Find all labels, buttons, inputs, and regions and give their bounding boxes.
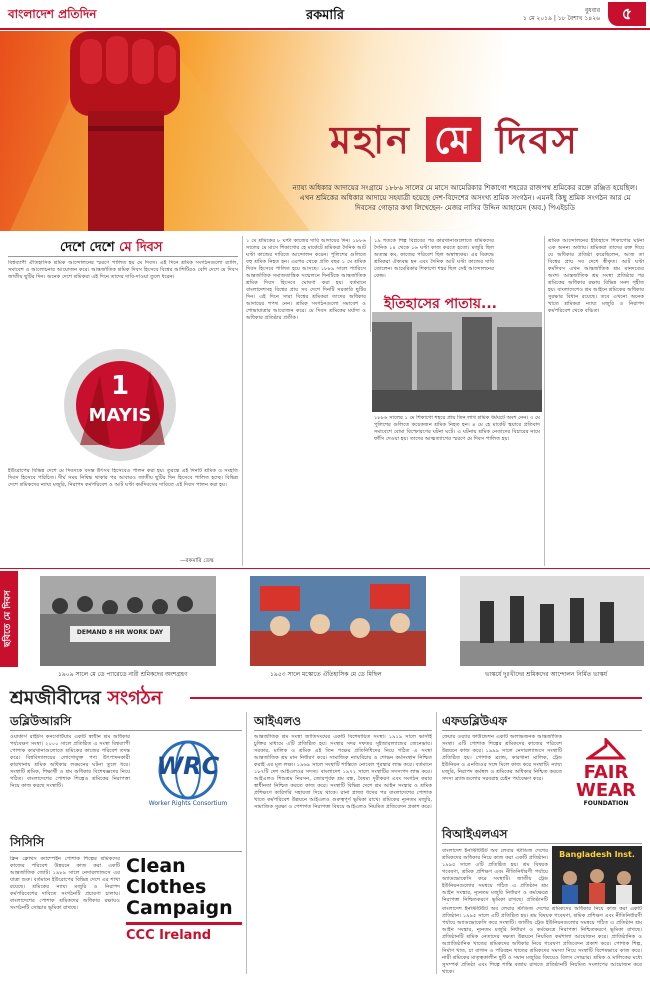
ccc-logo bbox=[126, 856, 242, 956]
divider bbox=[10, 730, 242, 731]
bils-heading: বিআইএলএস bbox=[442, 827, 508, 841]
ccc-logo-line-3: Campaign bbox=[126, 897, 233, 919]
col1-text: বিশ্বব্যাপী ঐতিহাসিক শ্রমিক আন্দোলনের স্মরণে পালিত হয় মে দিবস। এই দিনে শ্রমিক সংগঠনগুলো র‌্যালি, সমাবেশ ও আলোচনার আয়োজন করে। আন্তর্জাতিক শ্রমিক দিবস হিসেবে বিশ্বের আশিটিরও বেশি দেশে মে দিবস জাতীয় ছুটির দিন। অনেক দেশে শ্রমিকরা এই দিনে তাদের দাবি-দাওয়া তুলে ধরেন। bbox=[8, 260, 238, 280]
strip-caption-1: ১৯০৯ সালে মে ডে প্যারেডে নারী শ্রমিকদের অংশগ্রহণ bbox=[58, 671, 188, 678]
column-divider bbox=[544, 236, 545, 566]
hero-title-highlight: মে bbox=[426, 117, 481, 162]
ilo-heading: আইএলও bbox=[254, 714, 302, 728]
fwf-logo-line-3: FOUNDATION bbox=[583, 800, 629, 807]
bils-text-1: বাংলাদেশ ইনস্টিটিউট অব লেবার স্টাডিজ দেশের শ্রমিকদের অধিকার নিয়ে কাজ করা একটি প্রতিষ্ঠান। ১৯৯৫ সালে এটি প্রতিষ্ঠিত হয়। শ্রম বিষয়ক গবেষণা, শ্রমিক প্রশিক্ষণ এবং নীতিনির্ধারণী পর্যায়ে অ্যাডভোকেসি করে সংস্থাটি। জাতীয় ট্রেড ইউনিয়নগুলোর সমন্বয়ে গঠিত এ প্রতিষ্ঠান শ্রম আইন সংস্কার, ন্যূনতম মজুরি নির্ধারণ ও কর্মক্ষেত্রে নিরাপত্তা নিশ্চিতকরণে ভূমিকা রাখছে। প্রতিষ্ঠানটি bbox=[442, 848, 548, 903]
column-divider bbox=[246, 712, 247, 974]
ccc-logo-line-4: CCC Ireland bbox=[126, 928, 212, 943]
bils-banner: Bangladesh Inst. bbox=[559, 850, 635, 859]
raised-fist-icon bbox=[10, 31, 310, 231]
ccc-logo-rule bbox=[126, 922, 242, 925]
hero-banner bbox=[0, 31, 650, 231]
organizations-title bbox=[10, 684, 162, 716]
hanger-icon bbox=[586, 738, 626, 760]
wrc-heading: ডব্লিউআরসি bbox=[10, 714, 72, 728]
bils-photo bbox=[552, 846, 642, 904]
fwf-text: ফেয়ার ওয়্যার ফাউন্ডেশন একটি অলাভজনক আন্তর্জাতিক সংস্থা। এটি পোশাক শিল্পের শ্রমিকদের কাজের পরিবেশ উন্নয়নে কাজ করে। ১৯৯৯ সালে নেদারল্যান্ডসে সংস্থাটি প্রতিষ্ঠিত হয়। পোশাক ব্র্যান্ড, কারখানা মালিক, ট্রেড ইউনিয়ন ও এনজিওর সঙ্গে মিলে কাজ করে সংস্থাটি। ন্যায্য মজুরি, নিরাপদ কর্মস্থল ও শ্রমিকের অধিকার নিশ্চিত করতে সদস্য ব্র্যান্ডগুলোর সরবরাহ চেইন পর্যবেক্ষণ করে। bbox=[442, 734, 562, 782]
weekday: বুধবার bbox=[584, 7, 600, 14]
col4-paragraph-1: শ্রমিক আন্দোলনের ইতিহাসে শিকাগোর ঘটনা এক অনন্য অধ্যায়। শ্রমিকরা তাদের রক্ত দিয়ে যে অধিকার প্রতিষ্ঠা করেছিলেন, আজ তা বিশ্বের প্রায় সব দেশে স্বীকৃত। আট ঘণ্টা কর্মদিবস এখন আন্তর্জাতিক শ্রম মানদণ্ডের অংশ। bbox=[548, 238, 644, 279]
date-line bbox=[523, 7, 600, 23]
fwf-logo-line-2: WEAR bbox=[576, 780, 636, 801]
strip-photo-1 bbox=[40, 576, 216, 666]
people-icon bbox=[552, 864, 642, 904]
parade-photo-icon bbox=[40, 576, 216, 666]
masthead bbox=[0, 0, 650, 30]
hero-intro: ন্যায্য অধিকার আদায়ের সংগ্রামে ১৮৮৬ সালের মে মাসে আমেরিকার শিকাগো শহরের রাজপথ শ্রমিকের রক্তে রঞ্জিত হয়েছিল। এখন শ্রমিকের অধিকার আদায়ে সহযাত্রী হয়েছে দেশ-বিদেশের অসংখ্য শ্রমিক সংগঠন। এমনই কিছু শ্রমিক সংগঠন আর মে দিবসের গোড়ার কথা লিখেছেন- মেজর নাসির উদ্দিন আহামেদ (অব.) পিএইচডি bbox=[292, 184, 638, 212]
wrc-logo-subtitle: Worker Rights Consortium bbox=[148, 800, 228, 807]
organizations-rule bbox=[190, 697, 642, 699]
date: ১ মে ২০১৯ | ১৮ বৈশাখ ১৪২৬ bbox=[522, 15, 600, 22]
col2-paragraph-2: এই দিনে সারা বিশ্বের শ্রমিকরা তাদের অধিকার আদায়ের শপথ নেন। শ্রমিক সংগঠনগুলো সমাবেশ ও শোভাযাত্রার আয়োজন করে। মে দিবস শ্রমিকের মর্যাদা ও অধিকার প্রতিষ্ঠার প্রতীক। bbox=[246, 294, 366, 321]
fwf-logo bbox=[568, 738, 644, 818]
byline: —রকমারি ডেস্ক bbox=[180, 558, 214, 564]
col1-text-2: ইউরোপের বিভিন্ন দেশে মে দিবসকে বসন্ত উৎসব হিসেবেও পালন করা হয়। তুরস্কে এই দিনটি শ্রমিক ও সংহতি দিবস হিসেবে পরিচিত। দীর্ঘ সময় নিষিদ্ধ থাকার পর আবারও জাতীয় ছুটির দিন হিসেবে পালিত হচ্ছে। বিভিন্ন দেশে শ্রমিকদের ন্যায্য মজুরি, নিরাপদ কর্মপরিবেশ ও আট ঘণ্টা কর্মদিবসের দাবিতে এই দিবস পালন করা হয়। bbox=[8, 468, 238, 488]
col2-paragraph-1: ১ মে শ্রমিকের ৮ ঘণ্টা কাজের দাবি আদায়ের দিন। ১৮৮৬ সালের মে মাসে শিকাগোর হে মার্কেটে শ্রমিকরা দৈনিক আট ঘণ্টা কাজের দাবিতে আন্দোলন করেন। পুলিশের গুলিতে বহু শ্রমিক নিহত হন। এরপর থেকে প্রতি বছর ১ মে শ্রমিক দিবস হিসেবে পালিত হয়ে আসছে। ১৮৮৯ সালে প্যারিসে আন্তর্জাতিক সমাজতান্ত্রিক সম্মেলনে দিনটিকে আন্তর্জাতিক শ্রমিক দিবস হিসেবে ঘোষণা করা হয়। বর্তমানে বাংলাদেশসহ বিশ্বের প্রায় সব দেশে দিনটি সরকারি ছুটির দিন। bbox=[246, 238, 366, 300]
ccc-text: ক্লিন ক্লোথস ক্যাম্পেইন পোশাক শিল্পের শ্রমিকদের কাজের পরিবেশ উন্নয়নে কাজ করা একটি আন্তর্জাতিক জোট। ১৯৮৯ সালে নেদারল্যান্ডসে এর যাত্রা শুরু। বর্তমানে ইউরোপের বিভিন্ন দেশে এর শাখা রয়েছে। শ্রমিকের ন্যায্য মজুরি ও নিরাপদ কর্মপরিবেশের দাবিতে সংগঠনটি প্রচারণা চালায়। বাংলাদেশের পোশাক শ্রমিকদের অধিকার রক্ষায়ও সংগঠনটি সোচ্চার ভূমিকা রাখছে। bbox=[10, 856, 120, 911]
chicago-street-photo-icon bbox=[372, 312, 542, 412]
organizations-title-part: শ্রমজীবীদের bbox=[10, 687, 108, 709]
sculpture-photo-icon bbox=[460, 576, 644, 666]
strip-photo-3 bbox=[460, 576, 644, 666]
strip-caption-2: ১৯৫৩ সালে মস্কোতে ঐতিহাসিক মে ডে মিছিল bbox=[270, 671, 382, 678]
hero-title-part2: দিবস bbox=[480, 117, 579, 162]
page-number: ৫ bbox=[608, 2, 646, 26]
history-heading: ইতিহাসের পাতায়... bbox=[384, 292, 497, 316]
history-text-top: ১৯ শতকে শিল্প বিপ্লবের পর কারখানাগুলোতে শ্রমিকদের দৈনিক ১৪ থেকে ১৬ ঘণ্টা কাজ করতে হতো। মজুরি ছিল অত্যন্ত কম, কাজের পরিবেশ ছিল অস্বাস্থ্যকর। এর বিরুদ্ধে শ্রমিকরা ঐক্যবদ্ধ হন এবং দৈনিক আট ঘণ্টা কাজের দাবি তোলেন। আমেরিকার শিকাগো শহর ছিল সেই আন্দোলনের কেন্দ্র। bbox=[374, 238, 494, 279]
divider bbox=[8, 256, 238, 257]
bils-text-2: বাংলাদেশ ইনস্টিটিউট অব লেবার স্টাডিজ দেশের শ্রমিকদের অধিকার নিয়ে কাজ করা একটি প্রতিষ্ঠান। ১৯৯৫ সালে এটি প্রতিষ্ঠিত হয়। শ্রম বিষয়ক গবেষণা, শ্রমিক প্রশিক্ষণ এবং নীতিনির্ধারণী পর্যায়ে অ্যাডভোকেসি করে সংস্থাটি। জাতীয় ট্রেড ইউনিয়নগুলোর সমন্বয়ে গঠিত এ প্রতিষ্ঠান শ্রম আইন সংস্কার, ন্যূনতম মজুরি নির্ধারণ ও কর্মক্ষেত্রে নিরাপত্তা নিশ্চিতকরণে ভূমিকা রাখছে। প্রতিষ্ঠানটি শ্রমিক নেতাদের দক্ষতা উন্নয়নে নিয়মিত কর্মশালা আয়োজন করে। প্রাতিষ্ঠানিক ও অপ্রাতিষ্ঠানিক খাতের শ্রমিকদের অধিকার নিয়ে গবেষণা প্রতিবেদন প্রকাশ করে। পোশাক শিল্প, নির্মাণ খাত, চা বাগান ও পরিবহন খাতের শ্রমিকদের সমস্যা নিয়ে সংস্থাটি বিশেষভাবে কাজ করে। নারী শ্রমিকের মাতৃত্বকালীন ছুটি ও সমান মজুরির বিষয়েও বিলস সোচ্চার। শ্রমিক ও মালিকের মধ্যে সুসম্পর্ক প্রতিষ্ঠা এবং শিল্পে শান্তি বজায় রাখতে প্রতিষ্ঠানটি নিয়মিত সংলাপের আয়োজন করে থাকে। bbox=[442, 906, 642, 975]
ccc-heading: সিসিসি bbox=[10, 835, 45, 849]
photo-strip-label: ছবিতে মে দিবস bbox=[0, 571, 18, 667]
col2-text bbox=[246, 238, 366, 564]
wrc-logo bbox=[134, 740, 242, 810]
ccc-logo-line-1: Clean bbox=[126, 855, 186, 877]
mayis-number: 1 bbox=[110, 371, 130, 401]
divider bbox=[442, 843, 642, 844]
hero-title-part1: মহান bbox=[330, 117, 426, 162]
wrc-logo-text: WRC bbox=[156, 752, 220, 780]
section-title: রকমারি bbox=[305, 8, 345, 23]
mayis-photo bbox=[60, 345, 180, 465]
col4-text bbox=[548, 238, 644, 564]
fwf-heading: এফডব্লিউএফ bbox=[442, 714, 508, 728]
divider bbox=[10, 851, 242, 852]
col1-heading-part: দেশে দেশে bbox=[60, 240, 120, 255]
history-photo bbox=[372, 312, 542, 412]
fwf-logo-line-1: FAIR bbox=[583, 762, 629, 783]
col1-heading-highlight: মে দিবস bbox=[119, 240, 163, 255]
hero-title bbox=[330, 111, 579, 175]
strip-top-rule bbox=[0, 568, 650, 569]
organizations-title-highlight: সংগঠন bbox=[107, 687, 163, 709]
mayis-label: MAYIS bbox=[88, 405, 152, 426]
divider bbox=[442, 730, 642, 731]
moscow-parade-photo-icon bbox=[250, 576, 426, 666]
column-divider bbox=[436, 712, 437, 974]
ccc-logo-line-2: Clothes bbox=[126, 876, 207, 898]
col4-paragraph-2: আন্তর্জাতিক শ্রম সংস্থা প্রতিষ্ঠার পর শ্রমিকের অধিকার রক্ষায় বিভিন্ন সনদ গৃহীত হয়। বাংলাদেশেও শ্রম আইনে শ্রমিকের অধিকার সুরক্ষার বিধান রয়েছে। তবে এখনো অনেক খাতে শ্রমিকরা ন্যায্য মজুরি ও নিরাপদ কর্মপরিবেশ থেকে বঞ্চিত। bbox=[548, 273, 644, 314]
ilo-text: আন্তর্জাতিক শ্রম সংস্থা জাতিসংঘের একটি বিশেষায়িত সংস্থা। ১৯১৯ সালে ভার্সাই চুক্তির মাধ্যমে এটি প্রতিষ্ঠিত হয়। সংস্থার সদর দফতর সুইজারল্যান্ডের জেনেভায়। সরকার, মালিক ও শ্রমিক এই তিন পক্ষের প্রতিনিধিদের নিয়ে গঠিত এ সংস্থা আন্তর্জাতিক শ্রম মান নির্ধারণ করে। সামাজিক ন্যায়বিচার ও শোভন কর্মসংস্থান নিশ্চিত করাই এর মূল লক্ষ্য। ১৯৬৯ সালে সংস্থাটি শান্তিতে নোবেল পুরস্কার লাভ করে। বর্তমানে ১৮৭টি দেশ আইএলওর সদস্য। বাংলাদেশ ১৯৭২ সালে সংস্থাটির সদস্যপদ লাভ করে। আইএলও শিশুশ্রম নিরসন, জোরপূর্বক শ্রম বন্ধ, বৈষম্য দূরীকরণ এবং সংগঠন করার স্বাধীনতা নিশ্চিত করতে কাজ করে। সংস্থাটি বিভিন্ন দেশে শ্রম আইন সংস্কার ও শ্রমিক প্রশিক্ষণে কারিগরি সহায়তা দিয়ে থাকে। রানা প্লাজা ধসের পর বাংলাদেশের পোশাক খাতে কর্মপরিবেশ উন্নয়নে আইএলও গুরুত্বপূর্ণ ভূমিকা রাখে। শ্রমিকের ন্যূনতম মজুরি, সামাজিক সুরক্ষা ও পেশাগত নিরাপত্তা বিষয়ে আইএলও নিয়মিত প্রতিবেদন প্রকাশ করে। bbox=[254, 734, 432, 810]
protest-sign: DEMAND 8 HR WORK DAY bbox=[76, 629, 164, 636]
strip-photo-2 bbox=[250, 576, 426, 666]
column-divider bbox=[370, 236, 371, 332]
divider bbox=[254, 730, 432, 731]
history-text-bottom: ১৮৮৬ সালের ১ মে শিকাগো শহরে প্রায় তিন লাখ শ্রমিক ধর্মঘটে অংশ নেন। ৩ মে পুলিশের গুলিতে কয়েকজন শ্রমিক নিহত হন। ৪ মে হে মার্কেট স্কয়ারে প্রতিবাদ সমাবেশে বোমা বিস্ফোরণের ঘটনা ঘটে। এ ঘটনায় শ্রমিক নেতাদের বিচারের নামে ফাঁসি দেওয়া হয়। তাদের আত্মত্যাগের স্মরণে মে দিবস পালিত হয়। bbox=[374, 415, 540, 442]
column-divider bbox=[242, 236, 243, 566]
wrc-text-1: ওয়ার্কার্স রাইটস কনসোর্টিয়াম একটি স্বাধীন শ্রম অধিকার পর্যবেক্ষণ সংস্থা। ২০০০ সালে প্রতিষ্ঠিত এ সংস্থা বিশ্বব্যাপী পোশাক কারখানাগুলোতে শ্রমিকের কাজের পরিবেশ তদন্ত করে। বিশ্ববিদ্যালয়ের লোগোযুক্ত পণ্য উৎপাদনকারী কারখানায় শ্রমিক অধিকার লঙ্ঘনের ঘটনা তুলে ধরে। সংস্থাটি শ্রমিক, শিক্ষার্থী ও শ্রম অধিকার বিশেষজ্ঞদের নিয়ে গঠিত। বাংলাদেশের পোশাক শিল্পেও শ্রমিকের নিরাপত্তা নিয়ে কাজ করছে সংস্থাটি। bbox=[10, 734, 130, 789]
newspaper-logo: বাংলাদেশ প্রতিদিন bbox=[8, 7, 97, 21]
strip-caption-3: ভাস্কর্যে দুঃখীদের শ্রমিকদের আন্দোলন নির্মিত ভাস্কর্য bbox=[485, 671, 608, 678]
